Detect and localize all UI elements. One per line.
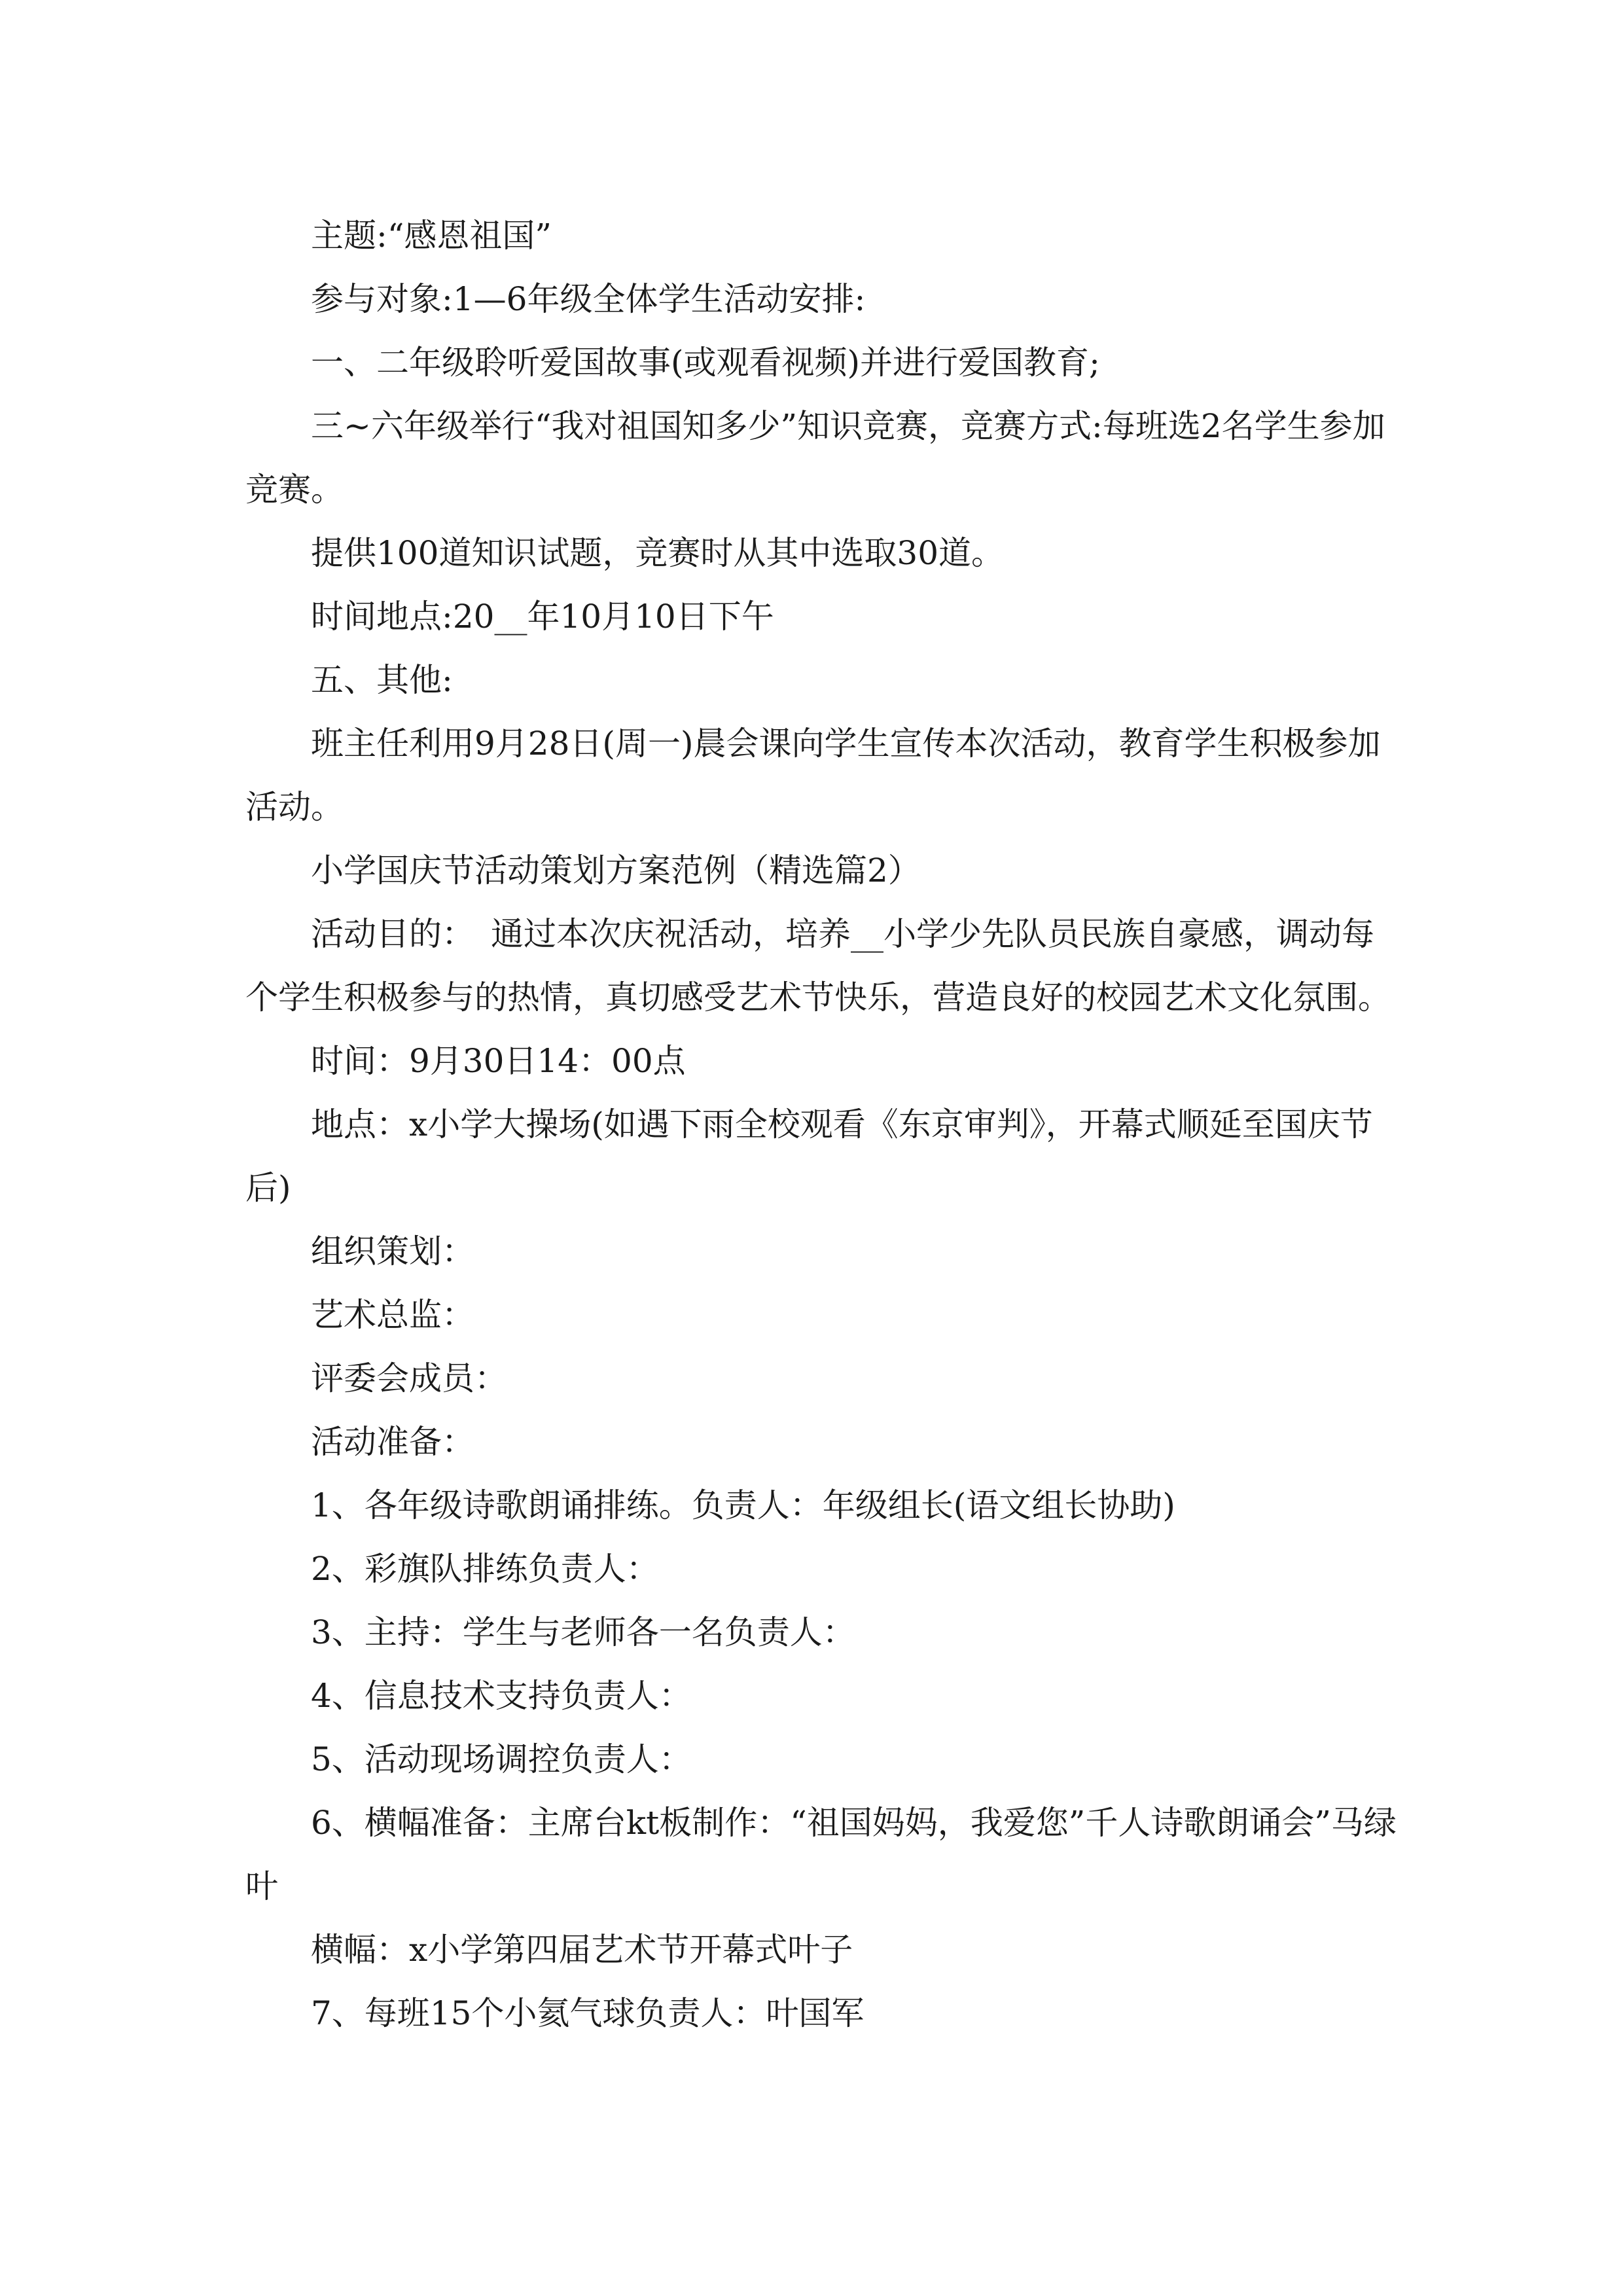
paragraph-organizer: 组织策划： (311, 1232, 474, 1270)
list-item-it-support: 4、信息技术支持负责人： (311, 1677, 692, 1715)
list-item-flag-team: 2、彩旗队排练负责人： (311, 1550, 659, 1588)
paragraph-theme: 主题:“感恩祖国” (311, 217, 552, 255)
list-item-host: 3、主持：学生与老师各一名负责人： (311, 1613, 855, 1651)
list-item-banner: 6、横幅准备：主席台kt板制作：“祖国妈妈，我爱您”千人诗歌朗诵会”马绿叶 (245, 1804, 1397, 1905)
list-item-poetry: 1、各年级诗歌朗诵排练。负责人：年级组长(语文组长协助) (311, 1486, 1175, 1524)
list-item-onsite-control: 5、活动现场调控负责人： (311, 1740, 692, 1778)
paragraph-participants: 参与对象:1—6年级全体学生活动安排: (311, 280, 866, 318)
paragraph-preparation-heading: 活动准备： (311, 1423, 474, 1461)
paragraph-grade-3-6: 三~六年级举行“我对祖国知多少”知识竞赛，竞赛方式:每班选2名学生参加竞赛。 (245, 407, 1385, 509)
paragraph-questions: 提供100道知识试题，竞赛时从其中选取30道。 (311, 534, 1005, 572)
paragraph-location: 地点：x小学大操场(如遇下雨全校观看《东京审判》，开幕式顺延至国庆节后) (245, 1105, 1373, 1207)
paragraph-other-heading: 五、其他: (311, 661, 453, 699)
paragraph-judges: 评委会成员： (311, 1359, 507, 1397)
paragraph-time-place: 时间地点:20__年10月10日下午 (311, 598, 774, 636)
paragraph-head-teacher: 班主任利用9月28日(周一)晨会课向学生宣传本次活动，教育学生积极参加活动。 (245, 725, 1381, 826)
paragraph-grade-1-2: 一、二年级聆听爱国故事(或观看视频)并进行爱国教育; (311, 344, 1100, 382)
list-item-balloons: 7、每班15个小氦气球负责人：叶国军 (311, 1994, 865, 2032)
document-body (245, 204, 1397, 2045)
paragraph-purpose: 活动目的： 通过本次庆祝活动，培养__小学少先队员民族自豪感，调动每个学生积极参与的热情，真切感受艺术节快乐，营造良好的校园艺术文化氛围。 (245, 915, 1391, 1016)
paragraph-time: 时间：9月30日14：00点 (311, 1042, 686, 1080)
paragraph-art-director: 艺术总监： (311, 1296, 474, 1334)
section-title: 小学国庆节活动策划方案范例（精选篇2） (311, 852, 921, 889)
paragraph-banner-text: 横幅：x小学第四届艺术节开幕式叶子 (311, 1931, 853, 1969)
